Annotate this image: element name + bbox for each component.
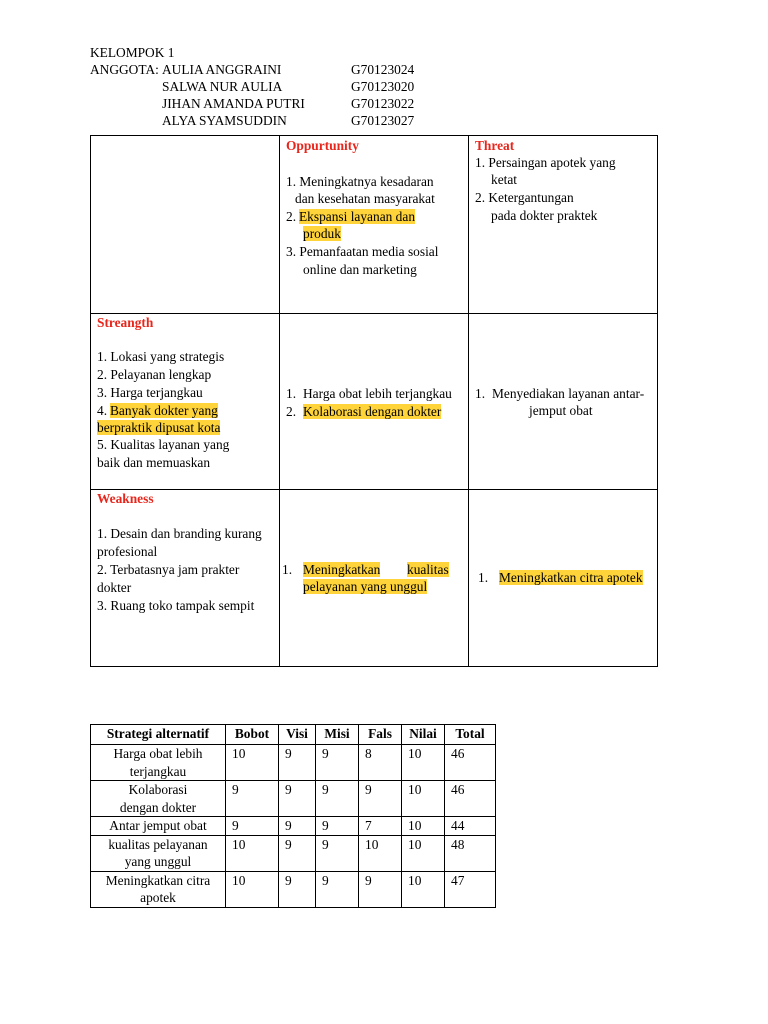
score-cell: 9 [359,871,402,907]
list-item: 3. Pemanfaatan media sosial [286,244,439,259]
score-cell: 9 [359,781,402,817]
score-cell: 10 [226,871,279,907]
list-item: 3. Harga terjangkau [97,385,203,400]
strategy-line: kualitas pelayanan [108,836,208,852]
column-header: Total [445,725,496,745]
list-item: 1. Meningkatnya kesadaran [286,174,434,189]
highlighted-text: produk [303,226,341,241]
score-cell: 9 [279,871,316,907]
strategy-cell [91,817,226,836]
list-number: 4. [97,403,108,418]
strategy-line: dengan dokter [119,799,197,815]
strategy-line: Antar jemput obat [109,818,207,833]
list-item [407,561,449,579]
score-cell: 9 [316,781,359,817]
highlighted-text: kualitas [407,562,449,577]
highlighted-text: Meningkatkan citra apotek [499,570,643,585]
list-item: 2. Pelayanan lengkap [97,367,212,382]
score-cell: 10 [402,835,445,871]
total-cell: 46 [445,781,496,817]
strategy-line: apotek [140,890,176,905]
total-cell: 47 [445,871,496,907]
list-item [303,561,380,579]
score-cell: 9 [316,871,359,907]
list-item: baik dan memuaskan [97,455,211,470]
score-cell: 9 [279,781,316,817]
list-item: jemput obat [529,403,593,418]
list-item: ketat [491,172,518,187]
list-number: 2. [286,404,297,419]
score-cell: 9 [316,817,359,836]
list-item: Harga obat lebih terjangkau [303,386,452,401]
group-title: KELOMPOK 1 [90,45,175,60]
score-cell: 9 [316,745,359,781]
score-cell: 10 [402,781,445,817]
list-item: 1. Desain dan branding kurang [97,526,262,541]
total-cell: 48 [445,835,496,871]
table-row [91,745,496,781]
list-number: 1. [475,386,486,401]
score-cell: 9 [279,817,316,836]
table-row [91,835,496,871]
strategy-line: Harga obat lebih [113,746,203,761]
member-name: ALYA SYAMSUDDIN [162,113,287,128]
highlighted-text: Kolaborasi dengan dokter [303,404,442,419]
list-item [110,402,218,420]
member-name: AULIA ANGGRAINI [162,62,282,77]
list-item: profesional [97,544,158,559]
list-item: 2. Ketergantungan [475,190,574,205]
list-item [499,569,643,587]
score-cell: 9 [226,781,279,817]
list-item: online dan marketing [303,262,417,277]
swot-matrix [90,135,658,667]
member-nim: G70123020 [351,79,415,94]
strategy-line: yang unggul [124,854,192,869]
grid-line [279,136,280,666]
members-label: ANGGOTA: [90,62,159,77]
strategy-line: Meningkatkan citra [105,872,211,888]
list-item: 1. Lokasi yang strategis [97,349,225,364]
list-item: 2. Terbatasnya jam prakter [97,562,240,577]
score-cell: 10 [402,817,445,836]
score-cell: 8 [359,745,402,781]
opportunity-title: Oppurtunity [286,138,359,153]
highlighted-text: pelayanan yang unggul [303,579,428,594]
list-number: 1. [286,386,297,401]
total-cell: 46 [445,745,496,781]
highlighted-text: Ekspansi layanan dan [299,209,416,224]
list-item [303,225,341,243]
list-item: 5. Kualitas layanan yang [97,437,230,452]
column-header: Misi [316,725,359,745]
strategy-cell [91,781,226,817]
strategy-line: Kolaborasi [128,782,188,797]
strength-title: Streangth [97,315,154,330]
highlighted-text: Banyak dokter yang [110,403,218,418]
list-item: dan kesehatan masyarakat [295,191,435,206]
score-cell: 9 [226,817,279,836]
list-item: 3. Ruang toko tampak sempit [97,598,255,613]
list-number: 1. [478,570,489,585]
grid-line [91,313,657,314]
strategy-score-table [90,724,496,908]
total-cell: 44 [445,817,496,836]
member-nim: G70123022 [351,96,415,111]
column-header: Fals [359,725,402,745]
score-cell: 7 [359,817,402,836]
list-number: 2. [286,209,297,224]
list-number: 1. [282,562,293,577]
score-cell: 10 [402,871,445,907]
list-item [303,403,441,421]
list-item: dokter [97,580,132,595]
score-cell: 10 [402,745,445,781]
table-header-row [91,725,496,745]
score-cell: 10 [226,745,279,781]
score-cell: 10 [226,835,279,871]
table-row [91,781,496,817]
grid-line [91,489,657,490]
grid-line [468,136,469,666]
score-cell: 9 [279,835,316,871]
column-header: Bobot [226,725,279,745]
highlighted-text: berpraktik dipusat kota [97,420,221,435]
list-item: Menyediakan layanan antar- [492,386,645,401]
strategy-cell [91,835,226,871]
column-header: Visi [279,725,316,745]
list-item: pada dokter praktek [491,208,598,223]
column-header: Strategi alternatif [91,725,226,745]
threat-title: Threat [475,138,515,153]
strategy-cell [91,745,226,781]
strategy-cell [91,871,226,907]
score-cell: 10 [359,835,402,871]
list-item: 1. Persaingan apotek yang [475,155,616,170]
score-cell: 9 [279,745,316,781]
strategy-line: terjangkau [129,763,187,779]
member-nim: G70123027 [351,113,415,128]
table-row [91,817,496,836]
member-name: SALWA NUR AULIA [162,79,283,94]
list-item [299,208,415,226]
weakness-title: Weakness [97,491,154,506]
score-cell: 9 [316,835,359,871]
highlighted-text: Meningkatkan [303,562,381,577]
member-name: JIHAN AMANDA PUTRI [162,96,305,111]
table-row [91,871,496,907]
list-item [303,578,427,596]
list-item [97,419,220,437]
member-nim: G70123024 [351,62,415,77]
column-header: Nilai [402,725,445,745]
